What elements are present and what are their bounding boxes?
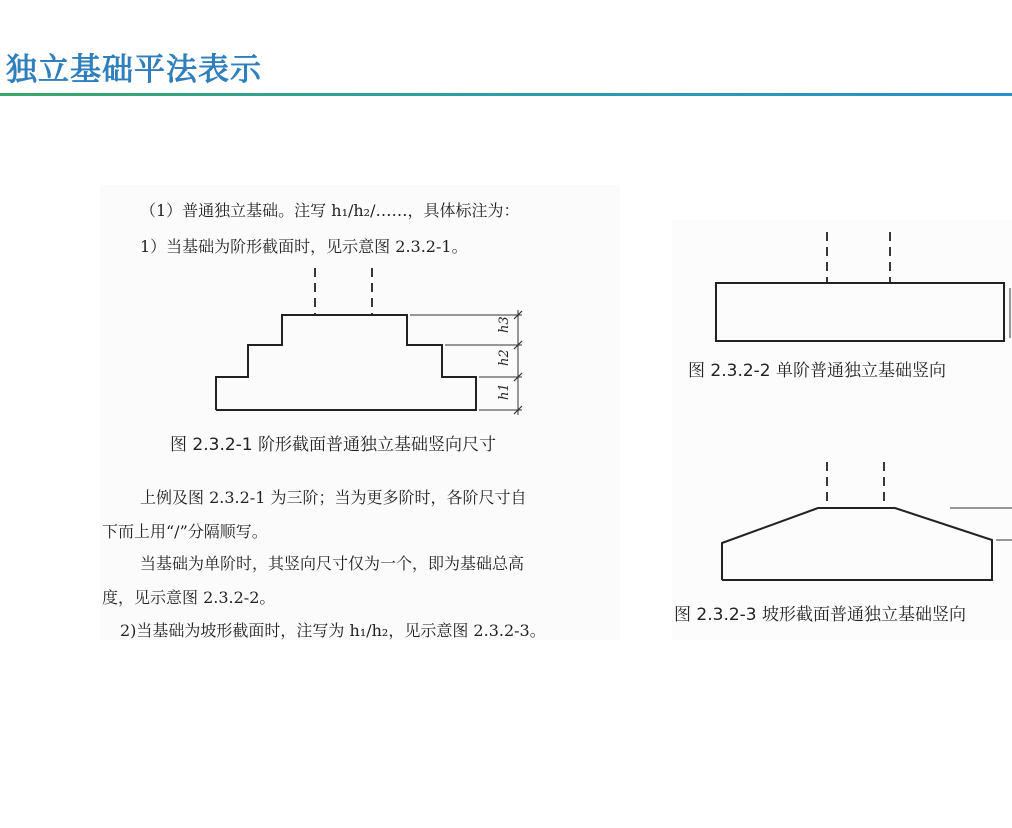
body-p2-line2: 度，见示意图 2.3.2-2。 xyxy=(102,588,276,607)
figure-stepped-foundation xyxy=(200,260,540,420)
page-title: 独立基础平法表示 xyxy=(6,52,262,88)
figure-single-step-foundation xyxy=(700,228,1012,348)
dim-label-h1: h1 xyxy=(497,383,512,400)
figure-2-caption: 图 2.3.2-2 单阶普通独立基础竖向 xyxy=(688,361,947,381)
body-p1-line1: 上例及图 2.3.2-1 为三阶；当为更多阶时，各阶尺寸自 xyxy=(140,488,527,507)
dim-label-h3: h3 xyxy=(497,316,512,333)
figure-sloped-foundation xyxy=(700,458,1012,588)
dim-label-h2: h2 xyxy=(497,349,512,366)
figure-3-caption: 图 2.3.2-3 坡形截面普通独立基础竖向 xyxy=(674,605,967,625)
figure-1-caption: 图 2.3.2-1 阶形截面普通独立基础竖向尺寸 xyxy=(170,435,497,455)
body-p1-line2: 下而上用“/”分隔顺写。 xyxy=(102,522,268,541)
body-p2-line1: 当基础为单阶时，其竖向尺寸仅为一个，即为基础总高 xyxy=(140,554,525,573)
body-p3: 2)当基础为坡形截面时，注写为 h₁/h₂，见示意图 2.3.2-3。 xyxy=(120,621,546,640)
intro-line-1: （1）普通独立基础。注写 h₁/h₂/……，具体标注为： xyxy=(140,201,520,220)
intro-line-2: 1）当基础为阶形截面时，见示意图 2.3.2-1。 xyxy=(140,237,468,256)
title-underline xyxy=(0,93,1012,96)
